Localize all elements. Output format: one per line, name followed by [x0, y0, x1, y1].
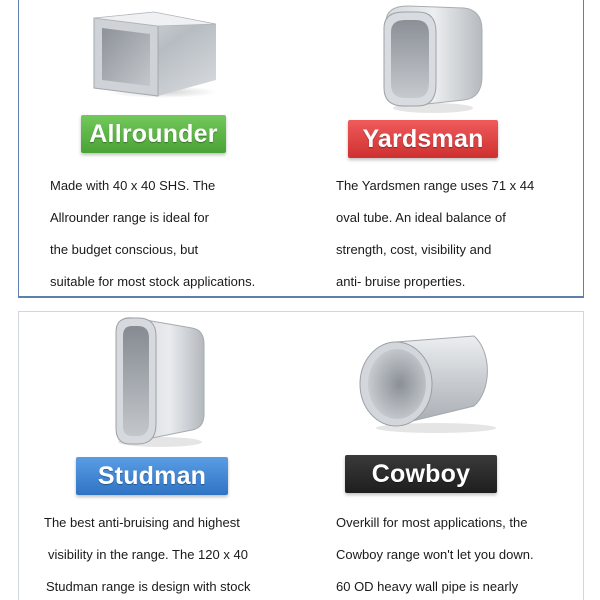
description-line: Cowboy range won't let you down. [336, 547, 534, 562]
description-line: suitable for most stock applications. [50, 274, 256, 289]
product-badge [81, 115, 226, 153]
product-description [50, 178, 300, 298]
square-tube-image [92, 10, 218, 98]
product-badge [345, 455, 497, 493]
product-description [336, 515, 596, 600]
product-allrounder [0, 0, 300, 300]
description-line: Made with 40 x 40 SHS. The [50, 178, 216, 193]
description-line: The Yardsmen range uses 71 x 44 [336, 178, 535, 193]
description-line: strength, cost, visibility and [336, 242, 492, 257]
product-description [336, 178, 586, 298]
product-badge [348, 120, 498, 158]
description-line: oval tube. An ideal balance of [336, 210, 506, 225]
description-line: visibility in the range. The 120 x 40 [48, 547, 248, 562]
tall-oval-tube-image [112, 314, 208, 448]
product-description [44, 515, 300, 600]
product-studman [0, 300, 300, 600]
product-badge [76, 457, 228, 495]
product-name: Yardsman [362, 124, 484, 153]
description-line: anti- bruise properties. [336, 274, 466, 289]
oval-tube-image [378, 2, 488, 114]
description-line: Overkill for most applications, the [336, 515, 528, 530]
product-yardsman [300, 0, 600, 300]
product-name: Studman [97, 461, 207, 490]
description-line: the budget conscious, but [50, 242, 199, 257]
description-line: Allrounder range is ideal for [50, 210, 209, 225]
description-line: 60 OD heavy wall pipe is nearly [336, 579, 519, 594]
product-name: Cowboy [371, 459, 471, 488]
product-name: Allrounder [89, 119, 218, 148]
description-line: The best anti-bruising and highest [44, 515, 240, 530]
product-cowboy [300, 300, 600, 600]
description-line: Studman range is design with stock [46, 579, 251, 594]
round-pipe-image [356, 334, 502, 434]
